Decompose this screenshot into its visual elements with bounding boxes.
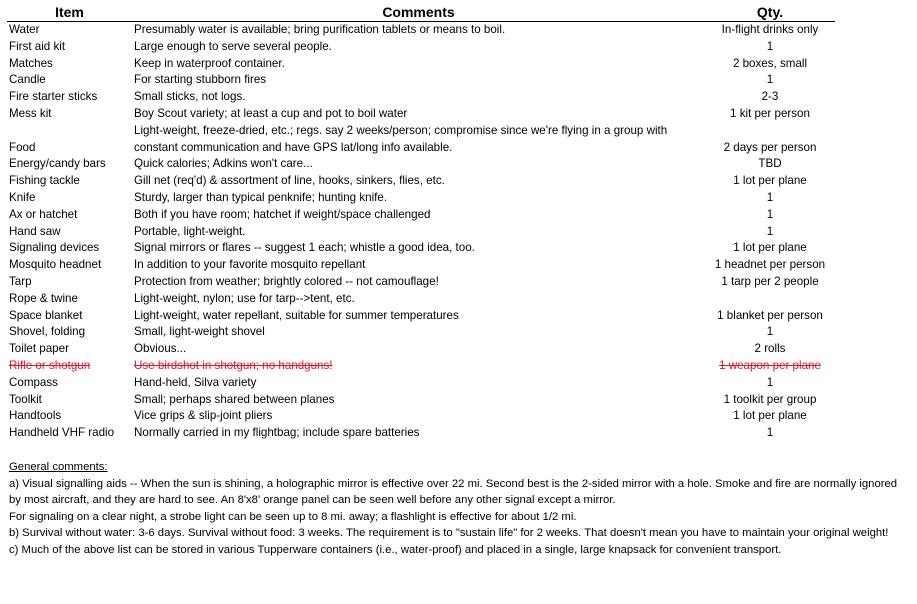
item-cell[interactable]: Hand saw <box>9 224 61 238</box>
table-row <box>7 408 835 425</box>
comment-cell[interactable]: Quick calories; Adkins won't care... <box>134 157 313 171</box>
item-cell[interactable]: Signaling devices <box>9 241 100 255</box>
item-cell[interactable]: Energy/candy bars <box>9 157 106 171</box>
comment-cell[interactable]: Light-weight, water repellant, suitable for summer temperatures <box>134 308 459 322</box>
comment-cell[interactable]: Signal mirrors or flares -- suggest 1 each; whistle a good idea, too. <box>134 241 475 255</box>
item-cell[interactable]: Food <box>9 140 36 154</box>
qty-cell[interactable]: 1 <box>766 39 774 53</box>
comment-cell[interactable]: Light-weight, freeze-dried, etc.; regs. say 2 weeks/person; compromise since we're flying in a group with constant communication and have GPS lat/long info available. <box>134 123 668 154</box>
comment-cell[interactable]: Small sticks, not logs. <box>134 90 246 104</box>
item-cell[interactable]: Toilet paper <box>9 342 69 356</box>
header-comments[interactable]: Comments <box>132 3 705 22</box>
qty-cell[interactable]: 1 <box>766 325 774 339</box>
item-cell[interactable]: Mosquito headnet <box>9 258 102 272</box>
item-cell[interactable]: Matches <box>9 56 53 70</box>
comment-paragraph[interactable]: For signaling on a clear night, a strobe light can be seen up to 8 mi. away; a flashlight is effective for about 1/2 mi. <box>9 510 577 523</box>
comment-cell[interactable]: Small, light-weight shovel <box>134 325 265 339</box>
table-row <box>7 173 835 190</box>
qty-cell[interactable]: 1 lot per plane <box>733 241 807 255</box>
qty-cell[interactable]: 1 <box>766 190 774 204</box>
comment-cell[interactable]: Vice grips & slip-joint pliers <box>134 409 273 423</box>
item-cell[interactable]: Compass <box>9 375 58 389</box>
qty-cell[interactable]: 1 kit per person <box>730 106 810 120</box>
qty-cell[interactable]: 1 blanket per person <box>717 308 823 322</box>
qty-cell[interactable]: 1 lot per plane <box>733 409 807 423</box>
comment-cell[interactable]: Large enough to serve several people. <box>134 39 332 53</box>
table-row <box>7 274 835 291</box>
table-row <box>7 375 835 392</box>
table-row <box>7 89 835 106</box>
item-cell[interactable]: Ax or hatchet <box>9 207 78 221</box>
item-cell[interactable]: Rope & twine <box>9 291 78 305</box>
item-cell[interactable]: Handtools <box>9 409 62 423</box>
table-row <box>7 341 835 358</box>
item-cell[interactable]: Tarp <box>9 274 32 288</box>
qty-cell[interactable]: 2-3 <box>761 90 779 104</box>
comment-cell[interactable]: Keep in waterproof container. <box>134 56 285 70</box>
item-cell[interactable]: Toolkit <box>9 392 42 406</box>
comment-cell[interactable]: In addition to your favorite mosquito repellant <box>134 258 366 272</box>
comment-cell[interactable]: Both if you have room; hatchet if weight/space challenged <box>134 207 431 221</box>
table-row <box>7 156 835 173</box>
item-cell[interactable]: First aid kit <box>9 39 66 53</box>
table-row <box>7 257 835 274</box>
table-row <box>7 56 835 73</box>
comment-cell[interactable]: Hand-held, Silva variety <box>134 375 257 389</box>
comment-cell[interactable]: Boy Scout variety; at least a cup and pot to boil water <box>134 106 408 120</box>
item-cell[interactable]: Candle <box>9 73 46 87</box>
qty-cell[interactable]: 1 <box>766 207 774 221</box>
table-row <box>7 39 835 56</box>
general-comments <box>9 459 909 559</box>
qty-cell[interactable]: In-flight drinks only <box>721 23 819 36</box>
qty-cell[interactable]: 1 <box>766 426 774 440</box>
comment-cell[interactable]: Use birdshot in shotgun; no handguns! <box>134 358 333 372</box>
general-comments-heading[interactable]: General comments: <box>9 461 108 473</box>
table-row <box>7 190 835 207</box>
table-row <box>7 72 835 89</box>
table-row <box>7 240 835 257</box>
qty-cell[interactable]: 1 tarp per 2 people <box>721 274 819 288</box>
qty-cell[interactable]: 1 <box>766 375 774 389</box>
qty-cell[interactable]: 1 <box>766 73 774 87</box>
comment-cell[interactable]: Light-weight, nylon; use for tarp-->tent, etc. <box>134 291 355 305</box>
comment-cell[interactable]: Obvious... <box>134 342 187 356</box>
table-row <box>7 106 835 123</box>
qty-cell[interactable]: 1 <box>766 224 774 238</box>
item-cell[interactable]: Fishing tackle <box>9 174 80 188</box>
qty-cell[interactable] <box>705 291 835 308</box>
table-row <box>7 291 835 308</box>
qty-cell[interactable]: 1 weapon per plane <box>719 358 821 372</box>
qty-cell[interactable]: 1 headnet per person <box>714 258 826 272</box>
table-row <box>7 224 835 241</box>
qty-cell[interactable]: 2 rolls <box>754 342 786 356</box>
comment-cell[interactable]: Gill net (req'd) & assortment of line, hooks, sinkers, flies, etc. <box>134 174 445 188</box>
comment-cell[interactable]: Presumably water is available; bring purification tablets or means to boil. <box>134 23 506 36</box>
table-row <box>7 392 835 409</box>
comment-cell[interactable]: Sturdy, larger than typical penknife; hunting knife. <box>134 190 388 204</box>
comment-cell[interactable]: Protection from weather; brightly colored -- not camouflage! <box>134 274 439 288</box>
item-cell[interactable]: Mess kit <box>9 106 52 120</box>
qty-cell[interactable]: TBD <box>758 157 782 171</box>
table-row <box>7 123 835 157</box>
comment-paragraph[interactable]: a) Visual signalling aids -- When the sun is shining, a holographic mirror is effective over 22 mi. Second best is the 2-sided mirror with a hole. Smoke and fire are normally ignored by most aircraft, and they are hard to see. An 8'x8' orange panel can be seen well before any other signal except a mirror. <box>9 477 898 507</box>
table-row <box>7 324 835 341</box>
comment-cell[interactable]: Small; perhaps shared between planes <box>134 392 335 406</box>
item-cell[interactable]: Handheld VHF radio <box>9 426 115 440</box>
table-row <box>7 308 835 325</box>
qty-cell[interactable]: 1 toolkit per group <box>723 392 817 406</box>
item-cell[interactable]: Fire starter sticks <box>9 90 98 104</box>
qty-cell[interactable]: 2 days per person <box>723 140 817 154</box>
header-item[interactable]: Item <box>7 3 132 22</box>
qty-cell[interactable]: 2 boxes, small <box>732 56 808 70</box>
survival-items-table <box>7 3 835 442</box>
table-row <box>7 425 835 442</box>
qty-cell[interactable]: 1 lot per plane <box>733 174 807 188</box>
item-cell[interactable]: Water <box>9 23 40 36</box>
comment-paragraph[interactable]: b) Survival without water: 3-6 days. Survival without food: 3 weeks. The requirement is to "sustain life" for 2 weeks. That doesn't mean you have to maintain your original weight! <box>9 527 889 540</box>
item-cell[interactable]: Space blanket <box>9 308 83 322</box>
header-row <box>7 3 835 22</box>
table-row <box>7 207 835 224</box>
table-row <box>7 358 835 375</box>
comment-paragraph[interactable]: c) Much of the above list can be stored in various Tupperware containers (i.e., water-proof) and placed in a single, large knapsack for convenient transport. <box>9 543 782 556</box>
item-cell[interactable]: Shovel, folding <box>9 325 86 339</box>
item-cell[interactable]: Rifle or shotgun <box>9 358 91 372</box>
comment-cell[interactable]: Normally carried in my flightbag; include spare batteries <box>134 426 420 440</box>
table-row <box>7 22 835 39</box>
header-qty[interactable]: Qty. <box>705 3 835 22</box>
comment-cell[interactable]: For starting stubborn fires <box>134 73 267 87</box>
comment-cell[interactable]: Portable, light-weight. <box>134 224 246 238</box>
item-cell[interactable]: Knife <box>9 190 36 204</box>
